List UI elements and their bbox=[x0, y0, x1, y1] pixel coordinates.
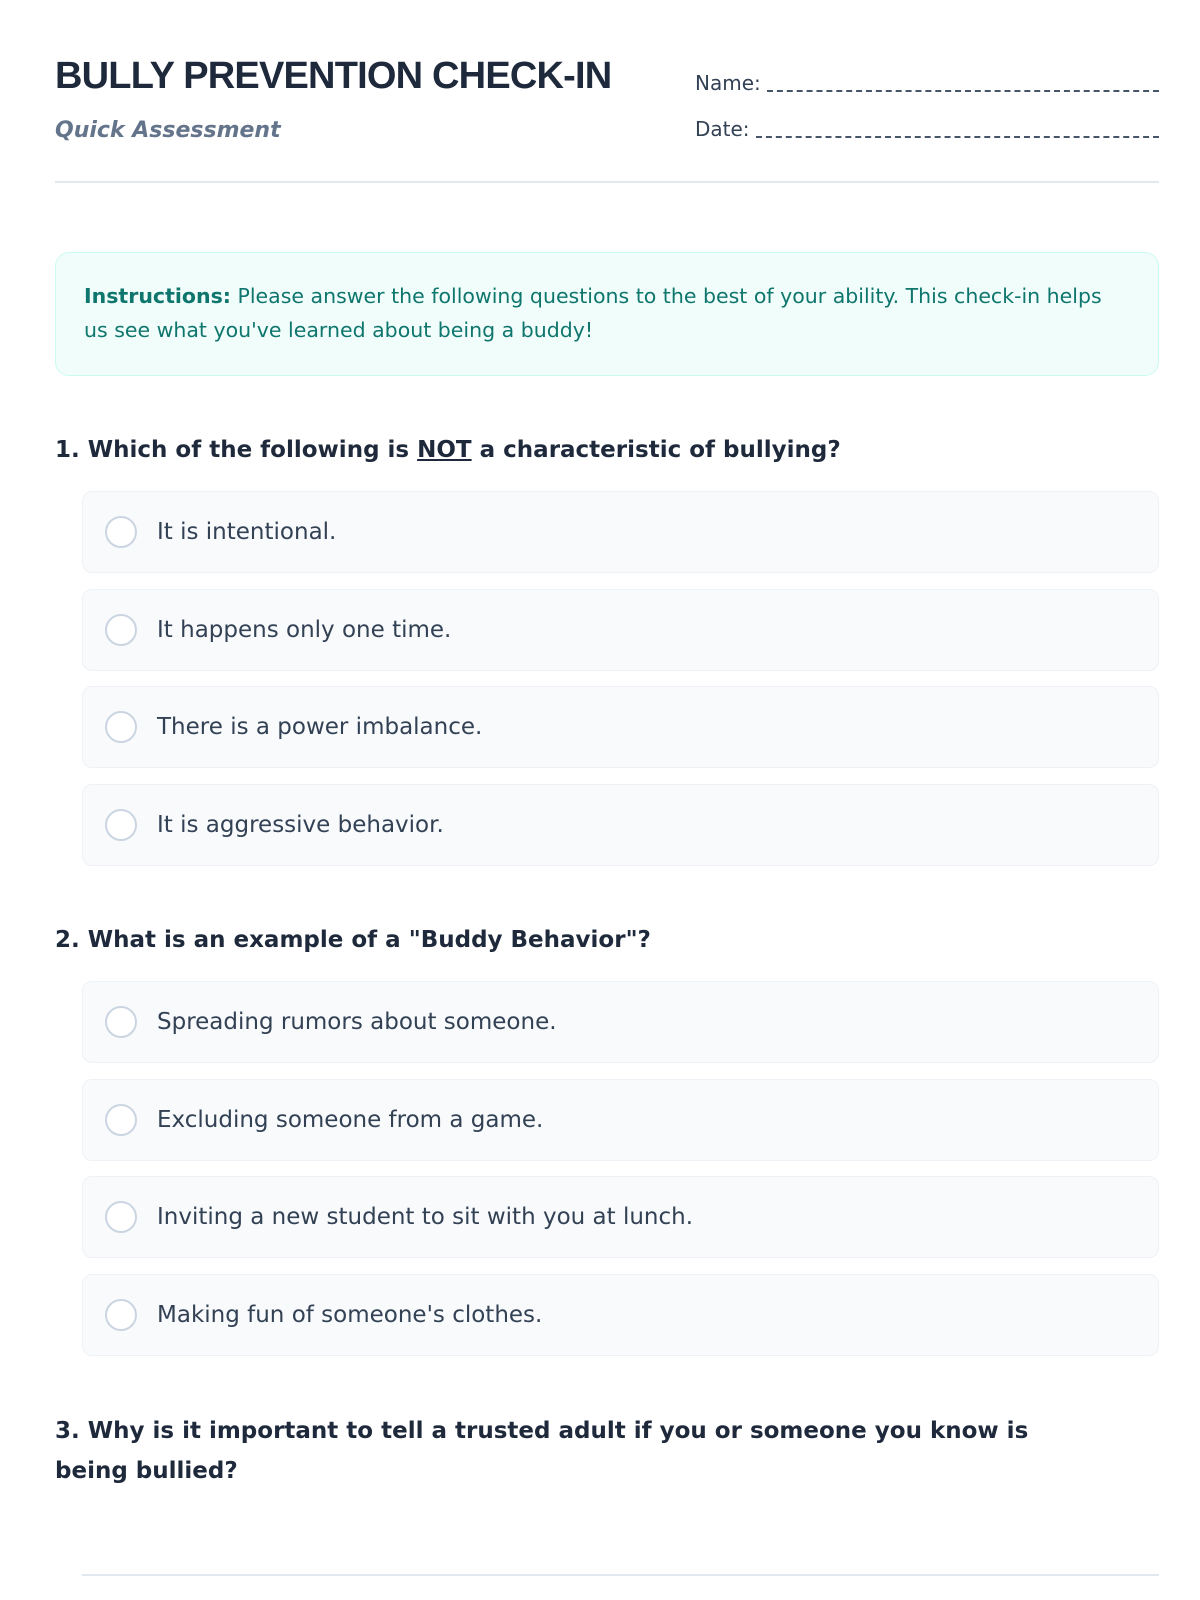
instructions-lead: Instructions: bbox=[84, 284, 231, 308]
q1-option-a-text: It is intentional. bbox=[157, 519, 337, 545]
page-title: BULLY PREVENTION CHECK-IN bbox=[55, 55, 612, 97]
worksheet-header bbox=[55, 55, 1159, 185]
q2-option-c[interactable] bbox=[82, 1176, 1159, 1258]
radio-circle-icon[interactable] bbox=[105, 1299, 137, 1331]
q1-option-b-text: It happens only one time. bbox=[157, 617, 452, 643]
date-blank-line[interactable] bbox=[756, 116, 1159, 138]
radio-circle-icon[interactable] bbox=[105, 614, 137, 646]
q1-option-d-text: It is aggressive behavior. bbox=[157, 812, 444, 838]
date-label: Date: bbox=[695, 117, 750, 141]
radio-circle-icon[interactable] bbox=[105, 1104, 137, 1136]
q1-option-d[interactable] bbox=[82, 784, 1159, 866]
q2-option-d-text: Making fun of someone's clothes. bbox=[157, 1302, 543, 1328]
question-1-suffix: a characteristic of bullying? bbox=[471, 437, 841, 463]
radio-circle-icon[interactable] bbox=[105, 1201, 137, 1233]
q2-option-a[interactable] bbox=[82, 981, 1159, 1063]
radio-circle-icon[interactable] bbox=[105, 516, 137, 548]
name-label: Name: bbox=[695, 71, 761, 95]
question-1 bbox=[55, 430, 1159, 470]
radio-circle-icon[interactable] bbox=[105, 809, 137, 841]
q1-option-b[interactable] bbox=[82, 589, 1159, 671]
q1-option-c[interactable] bbox=[82, 686, 1159, 768]
question-3-answer-line[interactable] bbox=[82, 1574, 1159, 1576]
header-divider bbox=[55, 181, 1159, 183]
q1-option-a[interactable] bbox=[82, 491, 1159, 573]
question-2: 2. What is an example of a "Buddy Behavior"? bbox=[55, 927, 651, 953]
name-field[interactable] bbox=[695, 66, 1159, 96]
q2-option-d[interactable] bbox=[82, 1274, 1159, 1356]
radio-circle-icon[interactable] bbox=[105, 711, 137, 743]
radio-circle-icon[interactable] bbox=[105, 1006, 137, 1038]
page-subtitle: Quick Assessment bbox=[55, 118, 281, 143]
q2-option-a-text: Spreading rumors about someone. bbox=[157, 1009, 557, 1035]
q2-option-c-text: Inviting a new student to sit with you at lunch. bbox=[157, 1204, 694, 1230]
worksheet-page bbox=[55, 0, 1159, 1600]
instructions-text: Please answer the following questions to the best of your ability. This check-in helps us see what you've learned about being a buddy! bbox=[84, 284, 1102, 342]
date-field[interactable] bbox=[695, 112, 1159, 142]
name-blank-line[interactable] bbox=[767, 70, 1159, 92]
question-3: 3. Why is it important to tell a trusted adult if you or someone you know is being bullied? bbox=[55, 1418, 1029, 1484]
q2-option-b-text: Excluding someone from a game. bbox=[157, 1107, 544, 1133]
instructions-box bbox=[55, 252, 1159, 376]
question-1-prefix: 1. Which of the following is bbox=[55, 437, 418, 463]
question-1-emphasis: NOT bbox=[417, 437, 472, 463]
q1-option-c-text: There is a power imbalance. bbox=[157, 714, 483, 740]
q2-option-b[interactable] bbox=[82, 1079, 1159, 1161]
